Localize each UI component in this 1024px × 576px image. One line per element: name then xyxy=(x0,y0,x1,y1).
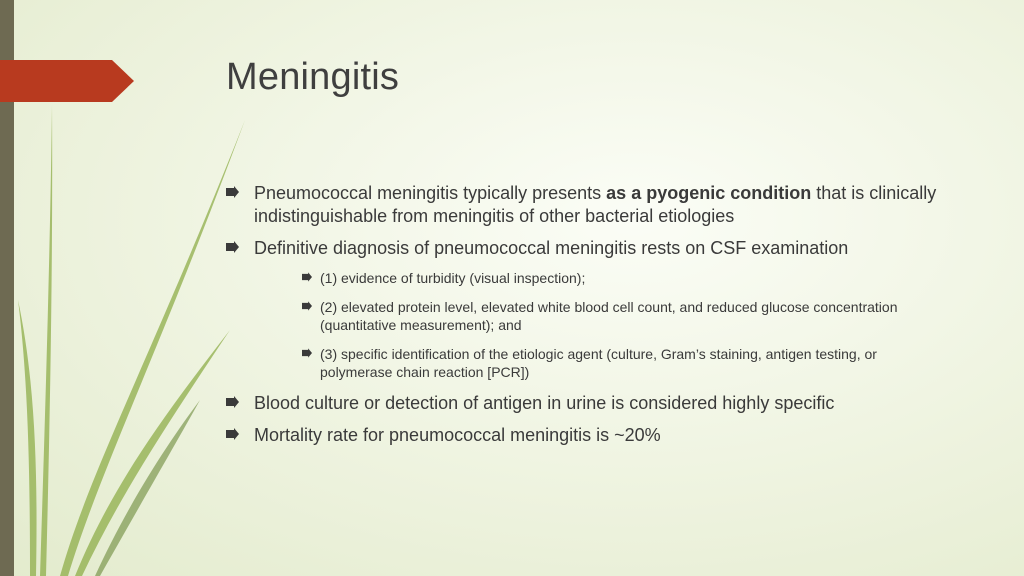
sub-bullet-item xyxy=(302,345,940,381)
sub-bullet-text: (1) evidence of turbidity (visual inspection); xyxy=(320,270,586,286)
sub-bullet-text: (2) elevated protein level, elevated white blood cell count, and reduced glucose concentration (quantitative measurement); and xyxy=(320,299,898,333)
arrow-bullet-icon xyxy=(226,428,239,440)
slide-title: Meningitis xyxy=(226,56,400,98)
bullet-text: Blood culture or detection of antigen in urine is considered highly specific xyxy=(254,393,835,413)
bullet-text: Definitive diagnosis of pneumococcal meningitis rests on CSF examination xyxy=(254,238,849,258)
bullet-text: Mortality rate for pneumococcal meningitis is ~20% xyxy=(254,425,661,445)
bullet-item xyxy=(226,392,966,415)
slide-content xyxy=(226,182,966,456)
arrow-bullet-icon xyxy=(302,348,312,358)
title-accent-flag xyxy=(0,60,134,102)
arrow-bullet-icon xyxy=(302,301,312,311)
sub-bullet-item xyxy=(302,269,940,287)
sub-bullet-item xyxy=(302,298,940,334)
bullet-text-post: that is clinically indistinguishable from meningitis of other bacterial etiologies xyxy=(254,183,937,226)
bullet-item xyxy=(226,424,966,447)
arrow-bullet-icon xyxy=(226,241,239,253)
bullet-item xyxy=(226,237,966,260)
bullet-text-bold: as a pyogenic condition xyxy=(606,183,812,203)
arrow-bullet-icon xyxy=(226,186,239,198)
arrow-bullet-icon xyxy=(302,272,312,282)
sub-bullet-text: (3) specific identification of the etiologic agent (culture, Gram’s staining, antigen testing, or polymerase chain reaction [PCR]) xyxy=(320,346,877,380)
arrow-bullet-icon xyxy=(226,396,239,408)
bullet-item xyxy=(226,182,966,228)
bullet-text-pre: Pneumococcal meningitis typically presents xyxy=(254,183,607,203)
